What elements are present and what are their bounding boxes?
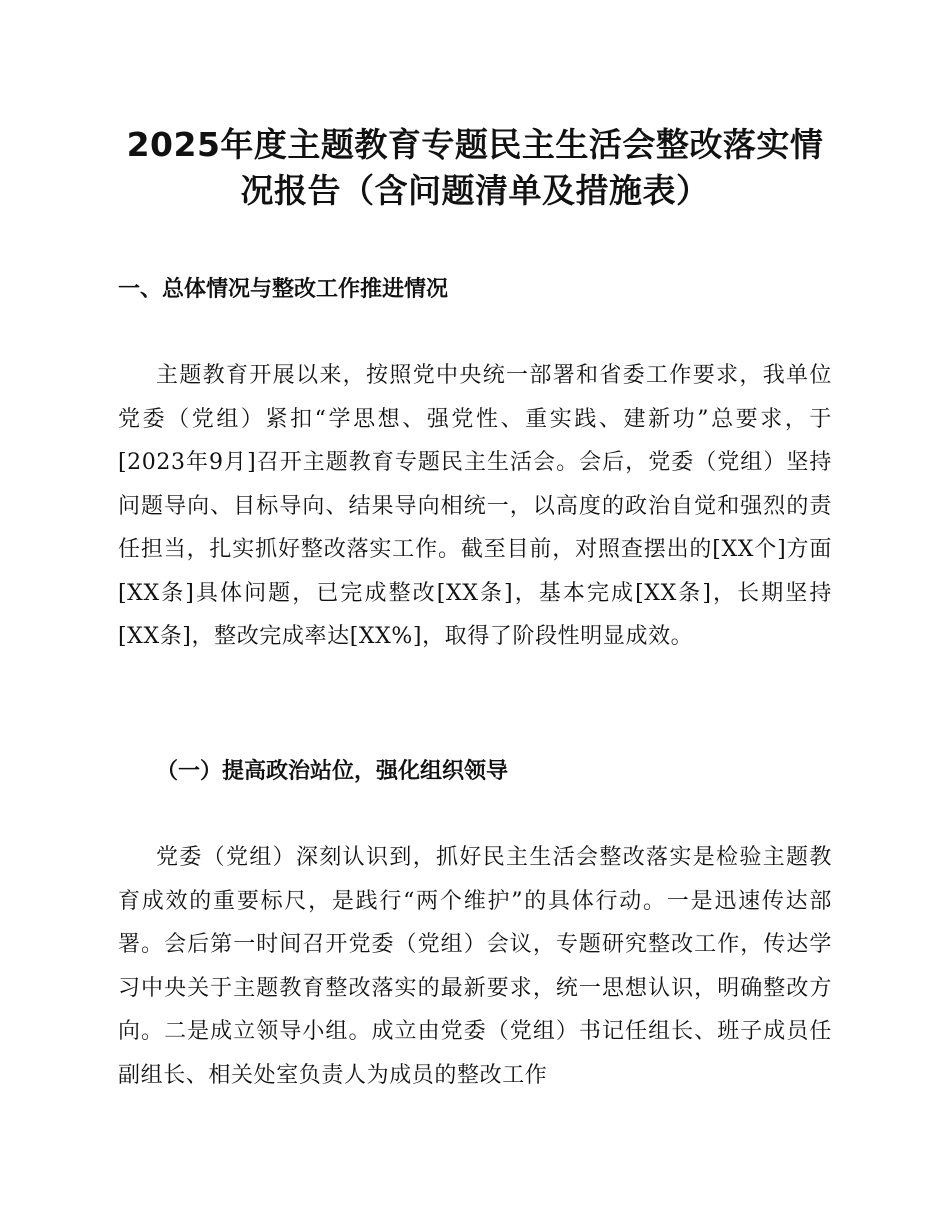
document-title: 2025年度主题教育专题民主生活会整改落实情况报告（含问题清单及措施表） xyxy=(126,125,824,210)
paragraph-leadership: 党委（党组）深刻认识到，抓好民主生活会整改落实是检验主题教育成效的重要标尺，是践行“两个维护”的具体行动。一是迅速传达部署。会后第一时间召开党委（党组）会议，专题研究整改工作，传达学习中央关于主题教育整改落实的最新要求，统一思想认识，明确整改方向。二是成立领导小组。成立由党委（党组）书记任组长、班子成员任副组长、相关处室负责人为成员的整改工作 xyxy=(118,845,832,1088)
subsection-heading-leadership: （一）提高政治站位，强化组织领导 xyxy=(156,758,509,784)
paragraph-overview: 主题教育开展以来，按照党中央统一部署和省委工作要求，我单位党委（党组）紧扣“学思想、强党性、重实践、建新功”总要求，于[2023年9月]召开主题教育专题民主生活会。会后，党委（党组）坚持问题导向、目标导向、结果导向相统一，以高度的政治自觉和强烈的责任担当，扎实抓好整改落实工作。截至目前，对照查摆出的[XX个]方面[XX条]具体问题，已完成整改[XX条]，基本完成[XX条]，长期坚持[XX条]，整改完成率达[XX%]，取得了阶段性明显成效。 xyxy=(118,363,832,649)
section-heading-overview: 一、总体情况与整改工作推进情况 xyxy=(118,277,449,302)
